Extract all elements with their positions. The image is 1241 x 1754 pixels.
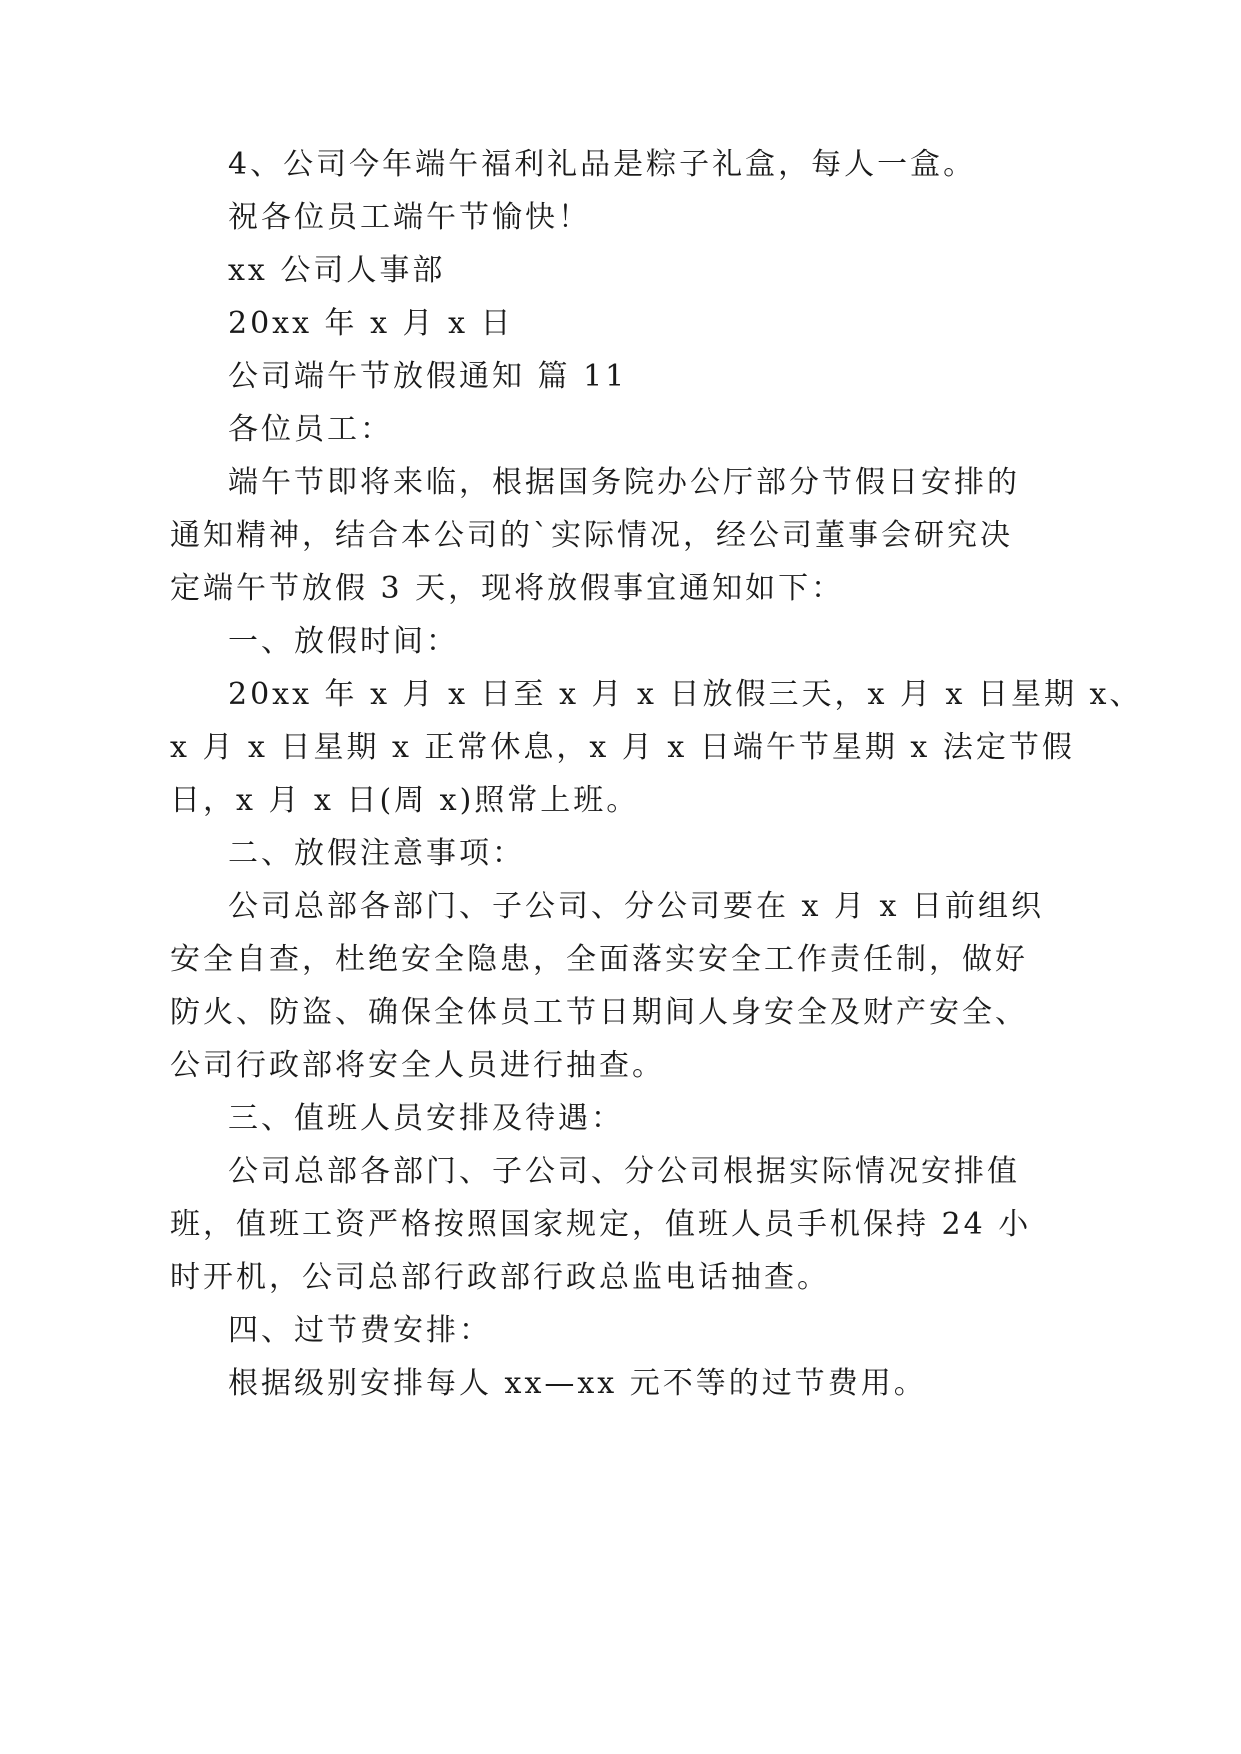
intro-paragraph-line: 定端午节放假 3 天，现将放假事宜通知如下： — [170, 571, 845, 606]
holiday-time-paragraph-line: x 月 x 日星期 x 正常休息，x 月 x 日端午节星期 x 法定节假 — [170, 730, 1075, 765]
precautions-paragraph-line: 防火、防盗、确保全体员工节日期间人身安全及财产安全、 — [170, 995, 1028, 1030]
precautions-paragraph-line: 公司总部各部门、子公司、分公司要在 x 月 x 日前组织 — [228, 889, 1044, 924]
holiday-time-paragraph-line: 20xx 年 x 月 x 日至 x 月 x 日放假三天，x 月 x 日星期 x、 — [228, 677, 1143, 712]
precautions-paragraph-line: 安全自查，杜绝安全隐患，全面落实安全工作责任制，做好 — [170, 942, 1028, 977]
duty-paragraph-line: 时开机，公司总部行政部行政总监电话抽查。 — [170, 1260, 830, 1295]
precautions-paragraph-line: 公司行政部将安全人员进行抽查。 — [170, 1048, 665, 1083]
notice-title: 公司端午节放假通知 篇 11 — [228, 359, 628, 394]
gift-item-line: 4、公司今年端午福利礼品是粽子礼盒，每人一盒。 — [228, 147, 977, 182]
section-heading-duty: 三、值班人员安排及待遇： — [228, 1101, 624, 1136]
section-heading-holiday-fee: 四、过节费安排： — [228, 1313, 492, 1348]
section-heading-holiday-time: 一、放假时间： — [228, 624, 459, 659]
intro-paragraph-line: 端午节即将来临，根据国务院办公厅部分节假日安排的 — [228, 465, 1020, 500]
greeting-line: 祝各位员工端午节愉快！ — [228, 200, 591, 235]
signature-date: 20xx 年 x 月 x 日 — [228, 306, 514, 341]
duty-paragraph-line: 公司总部各部门、子公司、分公司根据实际情况安排值 — [228, 1154, 1020, 1189]
holiday-time-paragraph-line: 日，x 月 x 日(周 x)照常上班。 — [170, 783, 640, 818]
duty-paragraph-line: 班，值班工资严格按照国家规定，值班人员手机保持 24 小 — [170, 1207, 1032, 1242]
signature-department: xx 公司人事部 — [228, 253, 446, 288]
holiday-fee-paragraph-line: 根据级别安排每人 xx—xx 元不等的过节费用。 — [228, 1366, 927, 1401]
salutation: 各位员工： — [228, 412, 393, 447]
section-heading-precautions: 二、放假注意事项： — [228, 836, 525, 871]
intro-paragraph-line: 通知精神，结合本公司的`实际情况，经公司董事会研究决 — [170, 518, 1013, 553]
